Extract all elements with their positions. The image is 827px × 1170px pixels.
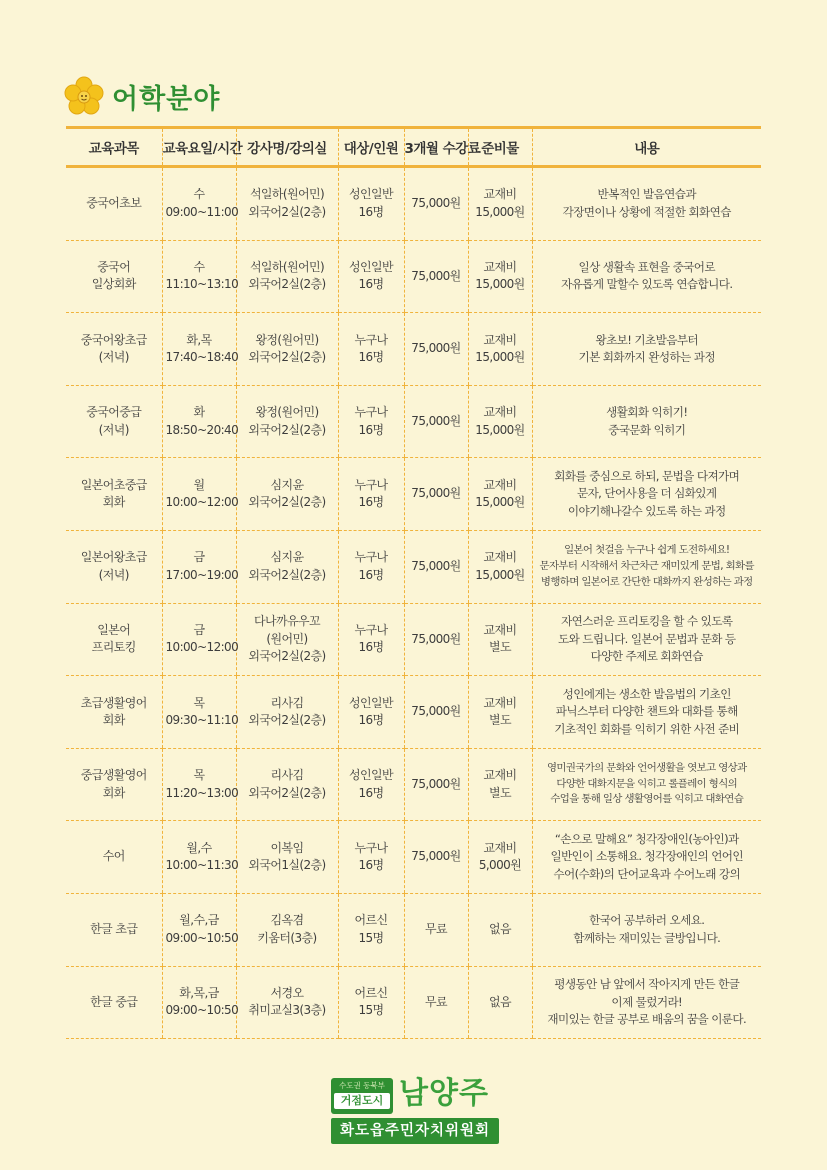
cell-instructor-line: 외국어1실(2층) — [248, 858, 326, 873]
cell-materials-line: 교재비 — [483, 187, 517, 202]
cell-content — [532, 458, 761, 531]
cell-content-line: “손으로 말해요” 청각장애인(농아인)과 — [554, 832, 739, 847]
cell-target — [338, 530, 404, 603]
cell-content-line: 왕초보! 기초발음부터 — [595, 332, 699, 347]
table-row — [66, 167, 761, 241]
cell-materials-line: 교재비 — [483, 695, 517, 710]
cell-subject-line: 중국어초보 — [86, 196, 142, 211]
cell-instructor-line: 리사김 — [270, 695, 304, 710]
table-row — [66, 603, 761, 676]
cell-time-line: 금 — [193, 550, 205, 565]
table-row — [66, 821, 761, 894]
cell-content-line: 기본 회화까지 완성하는 과정 — [578, 349, 715, 364]
cell-materials-line: 교재비 — [483, 622, 517, 637]
cell-content-line: 자연스러운 프리토킹을 할 수 있도록 — [561, 614, 733, 629]
cell-subject — [66, 603, 162, 676]
cell-instructor-line: 심지윤 — [270, 477, 304, 492]
cell-subject-line: (저녁) — [98, 349, 129, 364]
cell-instructor — [236, 966, 338, 1039]
cell-subject-line: 중국어왕초급 — [80, 332, 147, 347]
cell-time — [162, 748, 239, 821]
cell-materials-line: 교재비 — [483, 840, 517, 855]
organization-name: 화도읍주민자치위원회 — [331, 1118, 499, 1144]
cell-subject-line: 수어 — [102, 849, 125, 864]
cell-materials — [468, 530, 532, 603]
cell-fee-line: 75,000원 — [411, 849, 461, 864]
cell-fee — [404, 167, 468, 241]
cell-time-line: 09:30~11:10 — [165, 712, 239, 727]
cell-subject-line: 한글 중급 — [90, 994, 138, 1009]
cell-content-line: 영미권국가의 문화와 언어생활을 엿보고 영상과 — [546, 762, 747, 775]
cell-time — [162, 167, 239, 241]
cell-subject — [66, 748, 162, 821]
cell-content-line: 이야기해나갈수 있도록 하는 과정 — [567, 503, 726, 518]
cell-materials-line: 교재비 — [483, 477, 517, 492]
cell-fee — [404, 385, 468, 458]
cell-materials-line: 15,000원 — [475, 277, 525, 292]
cell-instructor-line: 외국어2실(2층) — [248, 712, 326, 727]
cell-instructor-line: 키움터(3층) — [257, 930, 317, 945]
cell-materials-line: 교재비 — [483, 768, 517, 783]
cell-subject-line: 회화 — [102, 712, 125, 727]
cell-materials — [468, 748, 532, 821]
cell-target-line: 16명 — [358, 712, 384, 727]
footer-logo — [331, 1074, 499, 1146]
header-instructor: 강사명/강의실 — [236, 128, 338, 167]
cell-fee-line: 75,000원 — [411, 704, 461, 719]
cell-subject — [66, 530, 162, 603]
cell-instructor-line: 취미교실3(3층) — [248, 1003, 326, 1018]
cell-target-line: 16명 — [358, 349, 384, 364]
cell-instructor-line: 왕정(원어민) — [255, 332, 319, 347]
cell-target — [338, 821, 404, 894]
table-row — [66, 966, 761, 1039]
cell-instructor-line: 외국어2실(2층) — [248, 567, 326, 582]
cell-content-line: 각장면이나 상황에 적절한 회화연습 — [562, 204, 731, 219]
cell-subject — [66, 893, 162, 966]
cell-materials — [468, 821, 532, 894]
cell-content-line: 파닉스부터 다양한 챈트와 대화를 통해 — [555, 704, 738, 719]
cell-time — [162, 603, 239, 676]
cell-content-line: 평생동안 남 앞에서 작아지게 만든 한글 — [554, 977, 740, 992]
cell-content-line: 수업을 통해 일상 생활영어를 익히고 대화연습 — [550, 793, 744, 806]
cell-target — [338, 603, 404, 676]
cell-target — [338, 676, 404, 749]
cell-instructor — [236, 167, 338, 241]
cell-materials — [468, 240, 532, 313]
section-header — [64, 76, 220, 116]
cell-target-line: 성인일반 — [349, 187, 393, 202]
cell-materials-line: 교재비 — [483, 405, 517, 420]
cell-target-line: 어르신 — [354, 985, 388, 1000]
cell-instructor — [236, 821, 338, 894]
cell-target — [338, 240, 404, 313]
cell-subject-line: (저녁) — [98, 567, 129, 582]
cell-target — [338, 748, 404, 821]
cell-materials-line: 15,000원 — [475, 495, 525, 510]
cell-subject-line: 회화 — [102, 785, 125, 800]
table-header-row — [66, 128, 761, 167]
cell-subject-line: 일본어초중급 — [80, 477, 147, 492]
cell-content — [532, 893, 761, 966]
cell-time-line: 월 — [193, 477, 205, 492]
cell-target — [338, 385, 404, 458]
cell-target-line: 16명 — [358, 785, 384, 800]
cell-time-line: 10:00~11:30 — [165, 858, 239, 873]
cell-fee-line: 75,000원 — [411, 341, 461, 356]
cell-time-line: 11:10~13:10 — [165, 277, 239, 292]
cell-target-line: 누구나 — [354, 405, 388, 420]
cell-content-line: 성인에게는 생소한 발음법의 기초인 — [562, 686, 731, 701]
table-row — [66, 893, 761, 966]
cell-subject-line: 한글 초급 — [90, 922, 138, 937]
cell-instructor-line: 외국어2실(2층) — [248, 204, 326, 219]
header-subject: 교육과목 — [66, 128, 162, 167]
cell-target-line: 성인일반 — [349, 260, 393, 274]
cell-content-line: 중국문화 익히기 — [608, 422, 686, 437]
cell-content-line: 다양한 대화지문을 익히고 롤플레이 형식의 — [556, 777, 738, 790]
cell-target-line: 누구나 — [354, 550, 388, 565]
cell-time — [162, 893, 239, 966]
cell-subject — [66, 676, 162, 749]
cell-subject-line: 일상회화 — [91, 277, 136, 292]
badge-main-text: 거점도시 — [334, 1093, 390, 1109]
page-title: 어학분야 — [112, 83, 221, 115]
table-row — [66, 676, 761, 749]
cell-target-line: 16명 — [358, 567, 384, 582]
cell-time-line: 18:50~20:40 — [165, 422, 239, 437]
cell-target-line: 16명 — [358, 495, 384, 510]
cell-target-line: 성인일반 — [349, 695, 393, 710]
city-badge — [331, 1078, 393, 1114]
cell-materials-line: 별도 — [489, 712, 511, 727]
cell-content-line: 회화를 중심으로 하되, 문법을 다져가며 — [554, 469, 740, 484]
cell-materials-line: 교재비 — [483, 260, 517, 274]
cell-instructor — [236, 240, 338, 313]
cell-instructor-line: 서경오 — [270, 985, 304, 1000]
cell-instructor-line: 석일하(원어민) — [249, 260, 325, 274]
cell-target — [338, 458, 404, 531]
cell-subject — [66, 966, 162, 1039]
cell-instructor-line: 외국어2실(2층) — [248, 277, 326, 292]
cell-instructor — [236, 385, 338, 458]
cell-instructor-line: 외국어2실(2층) — [248, 649, 326, 664]
cell-time — [162, 530, 239, 603]
cell-fee — [404, 458, 468, 531]
cell-instructor — [236, 748, 338, 821]
cell-time-line: 09:00~11:00 — [165, 204, 239, 219]
cell-time-line: 목 — [193, 695, 205, 710]
cell-subject-line: 중국어 — [97, 260, 131, 274]
cell-fee-line: 75,000원 — [411, 268, 461, 283]
cell-target-line: 16명 — [358, 277, 384, 292]
cell-target-line: 누구나 — [354, 332, 388, 347]
cell-time-line: 수 — [193, 260, 205, 274]
cell-time-line: 09:00~10:50 — [165, 930, 239, 945]
cell-time-line: 17:40~18:40 — [165, 349, 239, 364]
cell-content-line: 수어(수화)의 단어교육과 수어노래 강의 — [553, 866, 741, 881]
cell-materials-line: 5,000원 — [478, 858, 522, 873]
cell-content — [532, 385, 761, 458]
cell-target — [338, 167, 404, 241]
cell-fee-line: 75,000원 — [411, 776, 461, 791]
cell-time — [162, 458, 239, 531]
cell-content — [532, 530, 761, 603]
cell-content-line: 반복적인 발음연습과 — [597, 187, 696, 202]
header-materials: 준비물 — [468, 128, 532, 167]
table-row — [66, 385, 761, 458]
cell-materials — [468, 893, 532, 966]
cell-materials-line: 교재비 — [483, 332, 517, 347]
cell-instructor-line: 외국어2실(2층) — [248, 785, 326, 800]
cell-subject-line: 회화 — [102, 495, 125, 510]
header-time: 교육요일/시간 — [162, 128, 236, 167]
cell-materials — [468, 385, 532, 458]
cell-target-line: 누구나 — [354, 840, 388, 855]
header-content: 내용 — [532, 128, 761, 167]
cell-subject — [66, 385, 162, 458]
cell-fee — [404, 603, 468, 676]
cell-target — [338, 313, 404, 386]
table-row — [66, 458, 761, 531]
cell-time — [162, 313, 239, 386]
cell-subject-line: 일본어 — [97, 622, 131, 637]
cell-materials-line: 없음 — [489, 994, 511, 1009]
badge-top-text: 수도권 동북부 — [339, 1081, 385, 1090]
cell-instructor — [236, 603, 338, 676]
cell-content-line: 병행하며 일본어로 간단한 대화까지 완성하는 과정 — [540, 575, 753, 588]
cell-subject — [66, 167, 162, 241]
cell-target — [338, 966, 404, 1039]
cell-time-line: 목 — [193, 768, 205, 783]
cell-materials-line: 15,000원 — [475, 422, 525, 437]
cell-materials-line: 별도 — [489, 785, 511, 800]
header-fee: 3개월 수강료 — [404, 128, 468, 167]
cell-time — [162, 821, 239, 894]
cell-fee — [404, 821, 468, 894]
cell-content-line: 일본어 첫걸음 누구나 쉽게 도전하세요! — [564, 544, 730, 557]
cell-materials-line: 15,000원 — [475, 349, 525, 364]
cell-instructor-line: 다나까유우꼬 — [254, 614, 320, 629]
cell-time-line: 수 — [193, 187, 205, 202]
cell-content-line: 일반인이 소통해요. 청각장애인의 언어인 — [550, 849, 744, 864]
cell-time-line: 화,목 — [186, 332, 212, 347]
cell-instructor — [236, 313, 338, 386]
table-row — [66, 530, 761, 603]
cell-time-line: 17:00~19:00 — [165, 567, 239, 582]
cell-content — [532, 240, 761, 313]
cell-materials-line: 15,000원 — [475, 567, 525, 582]
cell-materials-line: 없음 — [489, 922, 511, 937]
cell-materials-line: 별도 — [489, 640, 511, 655]
cell-subject-line: 중국어중급 — [86, 405, 142, 420]
cell-content-line: 일상 생활속 표현을 중국어로 — [578, 260, 715, 274]
cell-subject-line: 일본어왕초급 — [80, 550, 147, 565]
cell-time-line: 10:00~12:00 — [165, 495, 239, 510]
cell-content-line: 이제 물렀거라! — [611, 994, 683, 1009]
cell-target — [338, 893, 404, 966]
cell-subject — [66, 821, 162, 894]
cell-time — [162, 966, 239, 1039]
cell-materials — [468, 676, 532, 749]
cell-content-line: 도와 드립니다. 일본어 문법과 문화 등 — [557, 631, 736, 646]
cell-content-line: 한국어 공부하러 오세요. — [589, 913, 705, 928]
cell-content-line: 다양한 주제로 회화연습 — [590, 649, 703, 664]
cell-instructor — [236, 893, 338, 966]
cell-materials — [468, 603, 532, 676]
cell-fee — [404, 240, 468, 313]
cell-subject-line: 중급생활영어 — [80, 768, 147, 783]
cell-materials — [468, 458, 532, 531]
cell-materials-line: 교재비 — [483, 550, 517, 565]
header-target: 대상/인원 — [338, 128, 404, 167]
cell-content — [532, 676, 761, 749]
cell-instructor-line: 왕정(원어민) — [255, 405, 319, 420]
cell-instructor-line: 이복임 — [270, 840, 304, 855]
cell-target-line: 누구나 — [354, 622, 388, 637]
cell-content-line: 문자부터 시작해서 차근차근 재미있게 문법, 회화를 — [539, 559, 754, 572]
cell-target-line: 어르신 — [354, 913, 388, 928]
cell-subject-line: 초급생활영어 — [80, 695, 147, 710]
cell-time-line: 월,수 — [186, 840, 212, 855]
cell-target-line: 15명 — [358, 1003, 384, 1018]
cell-fee — [404, 313, 468, 386]
cell-target-line: 16명 — [358, 858, 384, 873]
cell-fee-line: 75,000원 — [411, 413, 461, 428]
cell-subject-line: 프리토킹 — [91, 640, 136, 655]
cell-content-line: 자유롭게 말할수 있도록 연습합니다. — [561, 277, 733, 292]
cell-time — [162, 676, 239, 749]
cell-instructor-line: 리사김 — [270, 768, 304, 783]
cell-fee — [404, 676, 468, 749]
cell-subject — [66, 313, 162, 386]
cell-content-line: 기초적인 회화를 익히기 위한 사전 준비 — [554, 721, 740, 736]
cell-subject — [66, 458, 162, 531]
cell-instructor-line: (원어민) — [266, 631, 308, 646]
cell-fee-line: 무료 — [425, 994, 447, 1009]
flower-icon — [64, 76, 104, 116]
cell-fee-line: 75,000원 — [411, 486, 461, 501]
cell-time-line: 09:00~10:50 — [165, 1003, 239, 1018]
cell-content — [532, 748, 761, 821]
cell-subject-line: (저녁) — [98, 422, 129, 437]
cell-materials — [468, 313, 532, 386]
cell-instructor — [236, 530, 338, 603]
cell-content-line: 재미있는 한글 공부로 배움의 꿈을 이룬다. — [547, 1012, 747, 1027]
cell-content-line: 생활회화 익히기! — [606, 405, 688, 420]
cell-time-line: 월,수,금 — [179, 913, 219, 928]
table-row — [66, 240, 761, 313]
cell-fee-line: 75,000원 — [411, 196, 461, 211]
cell-content-line: 함께하는 재미있는 글방입니다. — [573, 930, 721, 945]
cell-instructor — [236, 676, 338, 749]
cell-fee-line: 75,000원 — [411, 559, 461, 574]
cell-target-line: 16명 — [358, 422, 384, 437]
cell-time-line: 11:20~13:00 — [165, 785, 239, 800]
cell-fee — [404, 966, 468, 1039]
cell-content — [532, 603, 761, 676]
cell-fee-line: 75,000원 — [411, 631, 461, 646]
cell-fee-line: 무료 — [425, 922, 447, 937]
cell-instructor-line: 외국어2실(2층) — [248, 422, 326, 437]
cell-fee — [404, 748, 468, 821]
cell-instructor-line: 외국어2실(2층) — [248, 349, 326, 364]
cell-time — [162, 240, 239, 313]
cell-target-line: 15명 — [358, 930, 384, 945]
cell-fee — [404, 530, 468, 603]
cell-time-line: 화,목,금 — [179, 985, 219, 1000]
city-name: 남양주 — [399, 1076, 489, 1111]
cell-materials — [468, 167, 532, 241]
cell-materials-line: 15,000원 — [475, 204, 525, 219]
cell-content — [532, 167, 761, 241]
cell-subject — [66, 240, 162, 313]
cell-target-line: 성인일반 — [349, 768, 393, 783]
cell-content — [532, 821, 761, 894]
cell-time-line: 금 — [193, 622, 205, 637]
table-row — [66, 313, 761, 386]
cell-time-line: 10:00~12:00 — [165, 640, 239, 655]
cell-instructor-line: 김옥겸 — [270, 913, 304, 928]
cell-content-line: 문자, 단어사용을 더 심화있게 — [576, 486, 717, 501]
cell-time — [162, 385, 239, 458]
cell-instructor-line: 심지윤 — [270, 550, 304, 565]
course-table — [66, 126, 761, 1039]
cell-instructor-line: 외국어2실(2층) — [248, 495, 326, 510]
cell-target-line: 16명 — [358, 640, 384, 655]
cell-fee — [404, 893, 468, 966]
cell-materials — [468, 966, 532, 1039]
table-row — [66, 748, 761, 821]
cell-content — [532, 966, 761, 1039]
cell-instructor — [236, 458, 338, 531]
cell-target-line: 16명 — [358, 204, 384, 219]
cell-time-line: 화 — [193, 405, 205, 420]
cell-target-line: 누구나 — [354, 477, 388, 492]
cell-content — [532, 313, 761, 386]
cell-instructor-line: 석일하(원어민) — [249, 187, 325, 202]
